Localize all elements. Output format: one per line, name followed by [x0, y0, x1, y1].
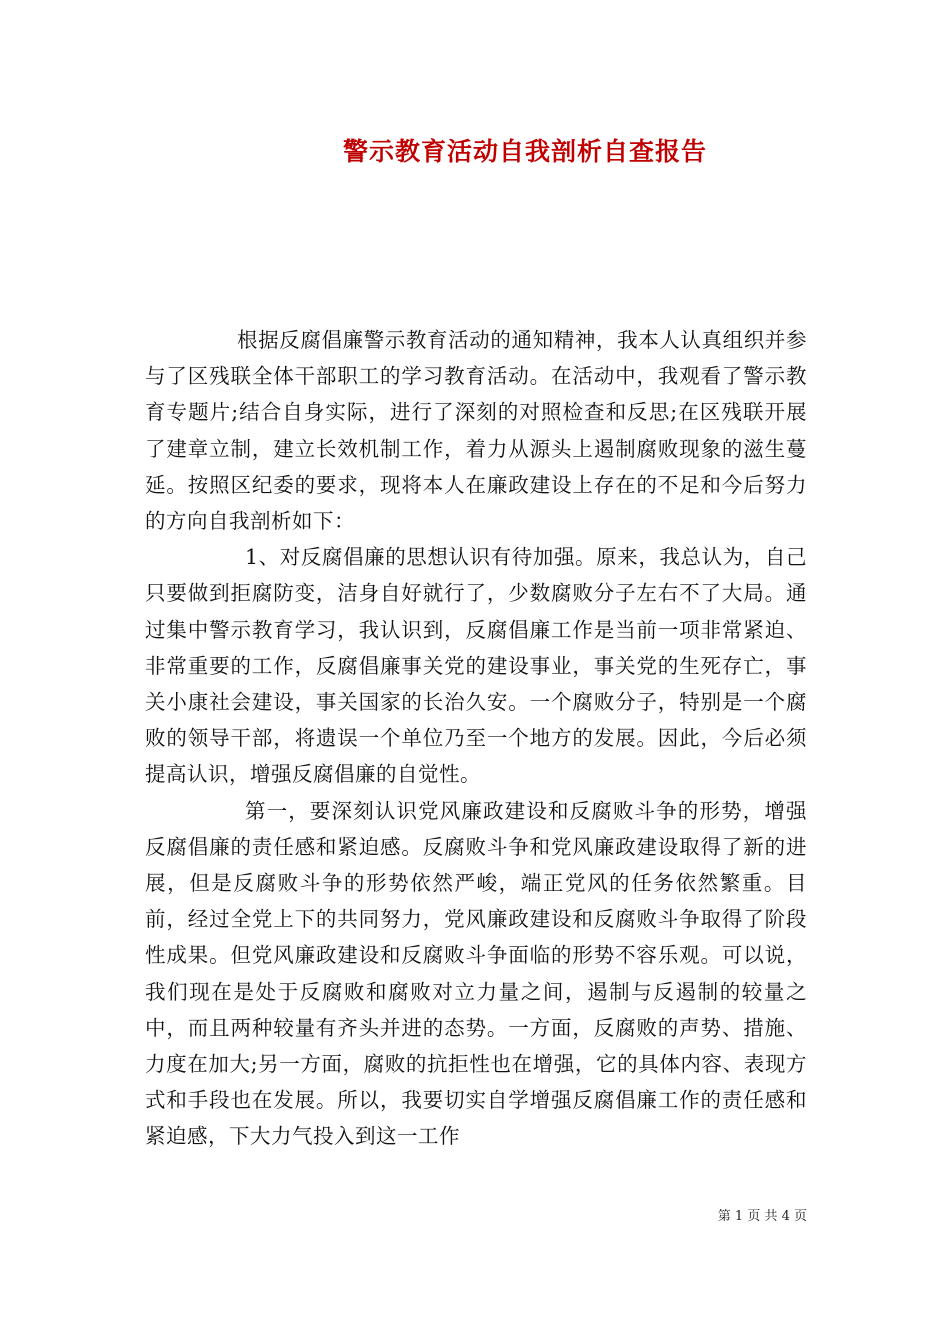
paragraph-first: 第一，要深刻认识党风廉政建设和反腐败斗争的形势，增强反腐倡廉的责任感和紧迫感。反腐败斗争和党风廉政建设取得了新的进展，但是反腐败斗争的形势依然严峻，端正党风的任务依然繁重。目前，经过全党上下的共同努力，党风廉政建设和反腐败斗争取得了阶段性成果。但党风廉政建设和反腐败斗争面临的形势不容乐观。可以说，我们现在是处于反腐败和腐败对立力量之间，遏制与反遏制的较量之中，而且两种较量有齐头并进的态势。一方面，反腐败的声势、措施、力度在加大;另一方面，腐败的抗拒性也在增强，它的具体内容、表现方式和手段也在发展。所以，我要切实自学增强反腐倡廉工作的责任感和紧迫感，下大力气投入到这一工作 — [145, 798, 807, 1149]
paragraph-intro: 根据反腐倡廉警示教育活动的通知精神，我本人认真组织并参与了区残联全体干部职工的学习教育活动。在活动中，我观看了警示教育专题片;结合自身实际，进行了深刻的对照检查和反思;在区残联开展了建章立制，建立长效机制工作，着力从源头上遏制腐败现象的滋生蔓延。按照区纪委的要求，现将本人在廉政建设上存在的不足和今后努力的方向自我剖析如下： — [145, 328, 807, 534]
document-title: 警示教育活动自我剖析自查报告 — [342, 137, 707, 166]
page-number: 第 1 页 共 4 页 — [717, 1209, 807, 1224]
document-body — [145, 322, 807, 1155]
paragraph-point-1: 1、对反腐倡廉的思想认识有待加强。原来，我总认为，自己只要做到拒腐防变，洁身自好就行了，少数腐败分子左右不了大局。通过集中警示教育学习，我认识到，反腐倡廉工作是当前一项非常紧迫、非常重要的工作，反腐倡廉事关党的建设事业，事关党的生死存亡，事关小康社会建设，事关国家的长治久安。一个腐败分子，特别是一个腐败的领导干部，将遗误一个单位乃至一个地方的发展。因此，今后必须提高认识，增强反腐倡廉的自觉性。 — [145, 545, 807, 787]
